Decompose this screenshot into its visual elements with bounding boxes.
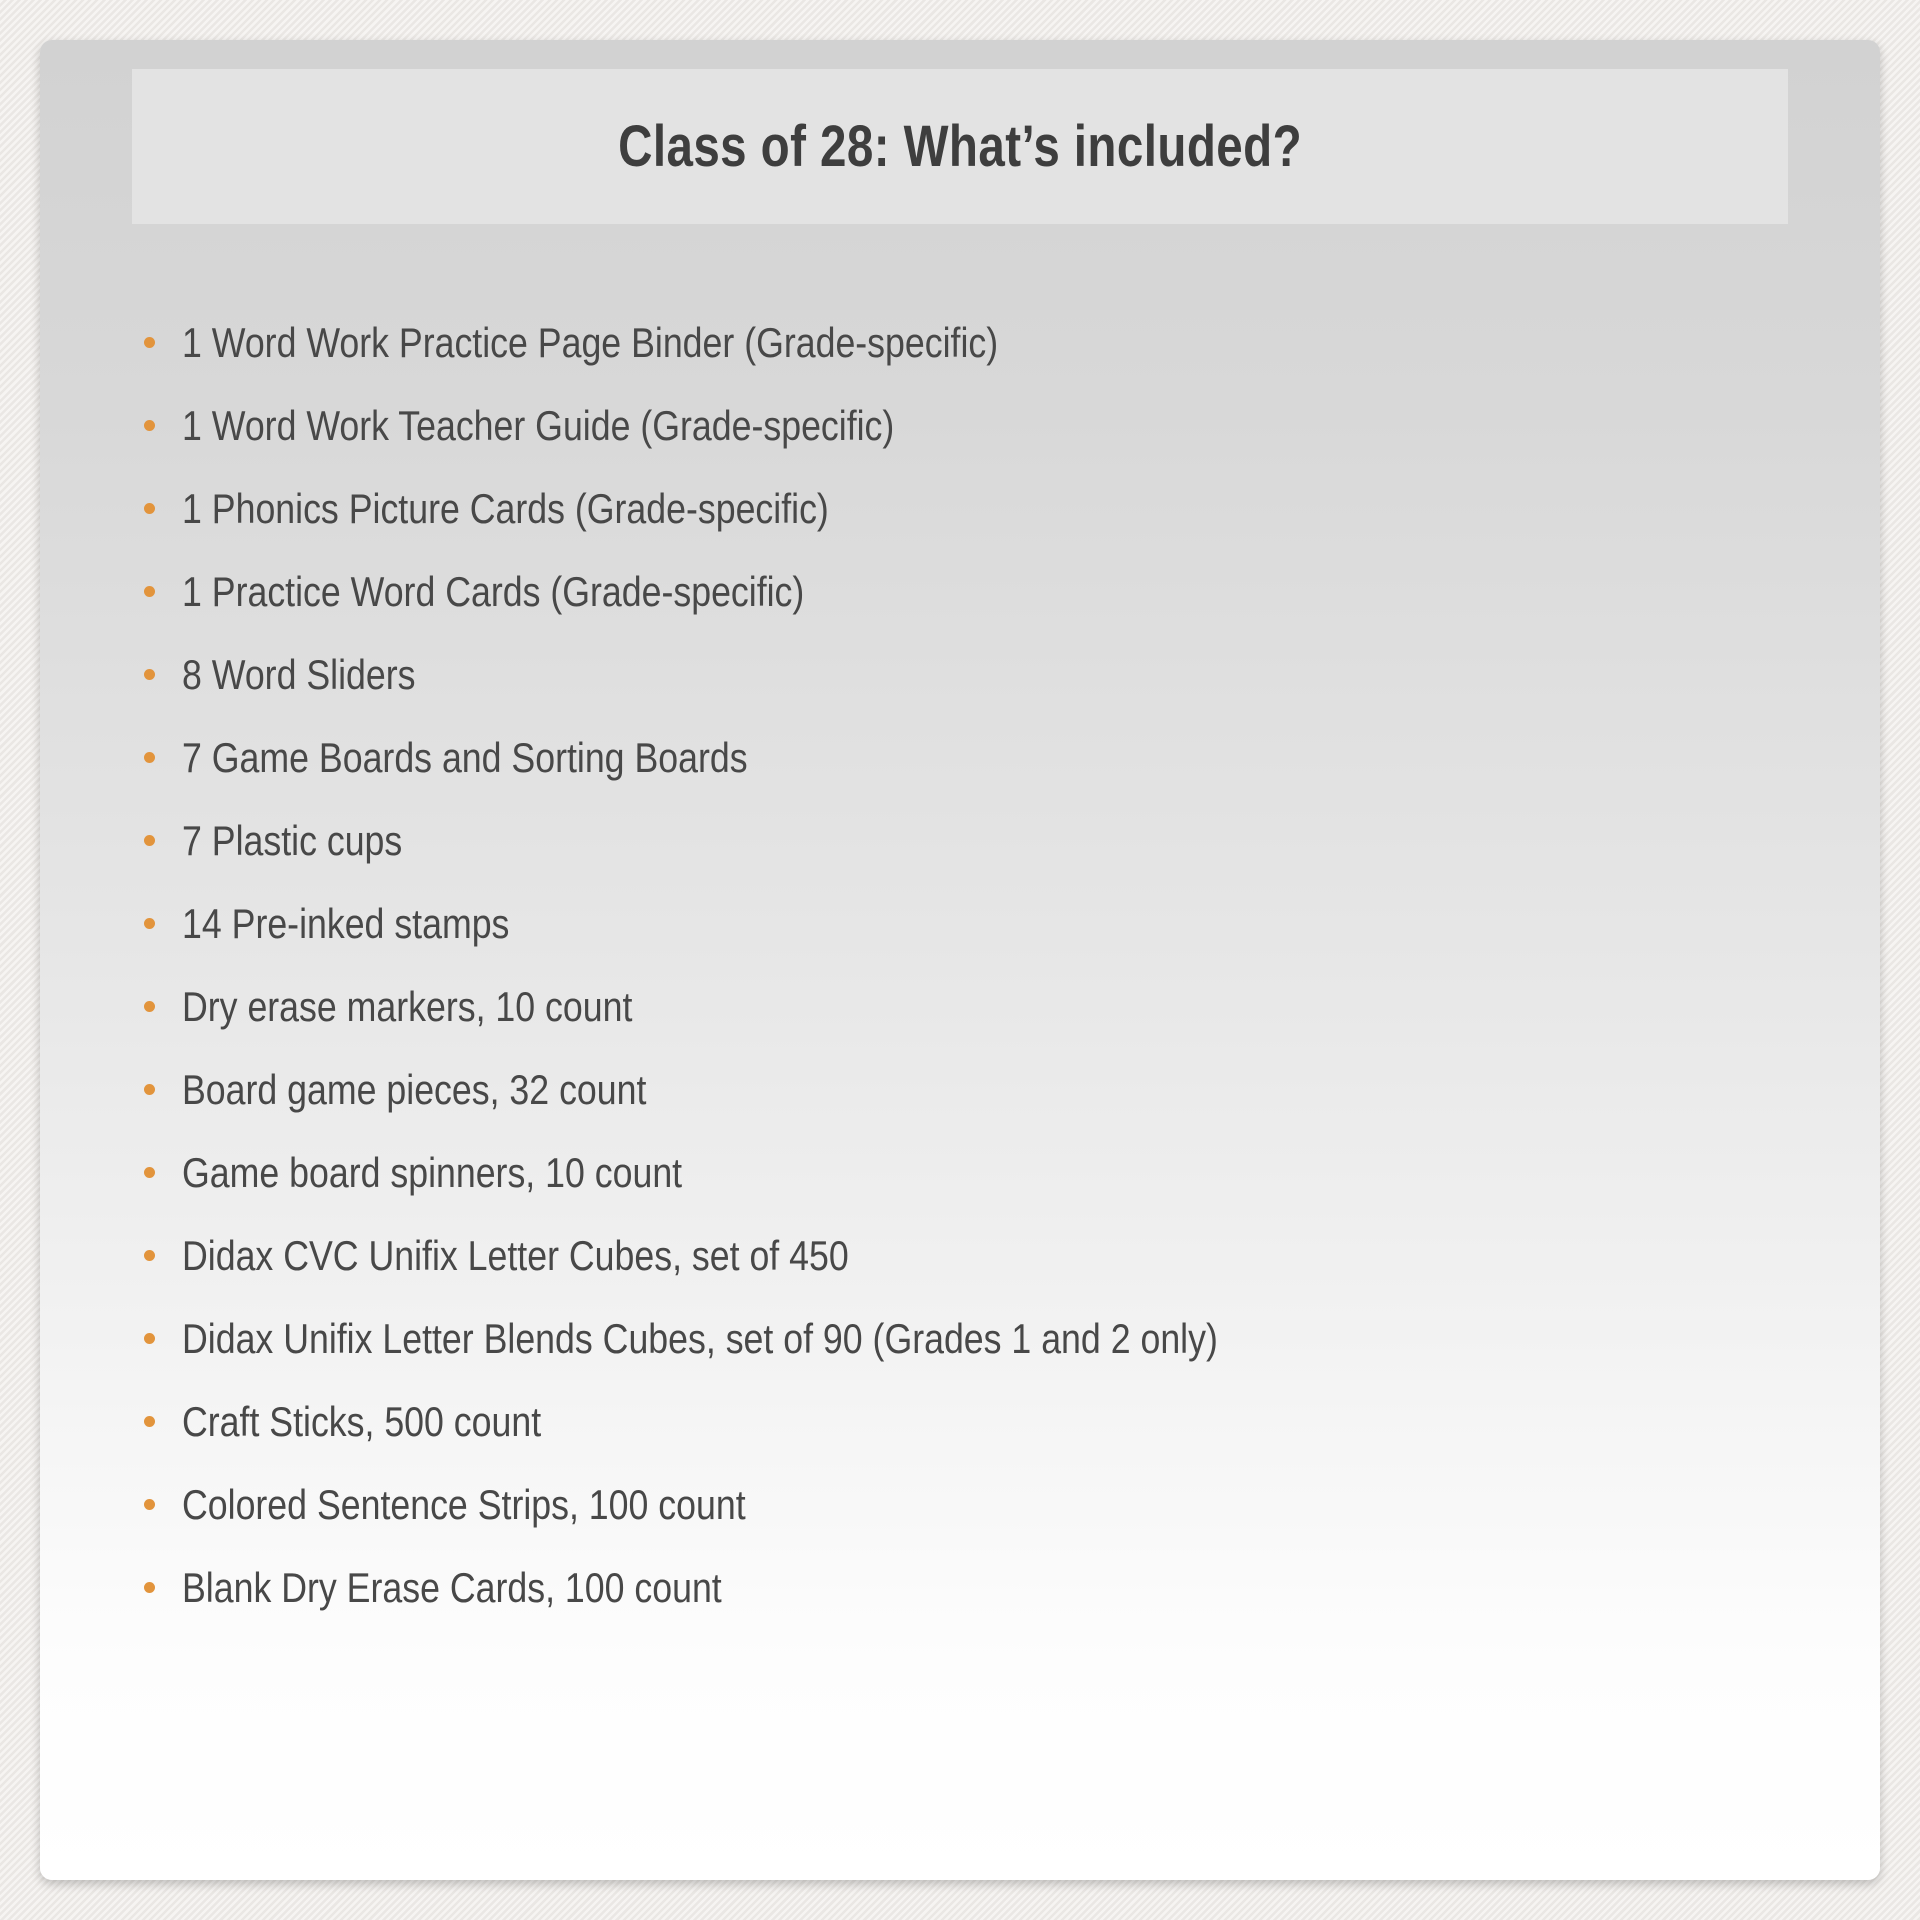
list-item-text: 7 Game Boards and Sorting Boards [182,734,748,781]
list-item-text: 8 Word Sliders [182,651,416,698]
list-item-text: Blank Dry Erase Cards, 100 count [182,1564,722,1611]
slide-card [40,40,1880,1880]
list-item-text: 1 Practice Word Cards (Grade-specific) [182,568,805,615]
list-item-text: Didax CVC Unifix Letter Cubes, set of 450 [182,1232,849,1279]
list-item [182,384,1401,467]
list-item [182,301,1401,384]
list-item-text: Craft Sticks, 500 count [182,1398,542,1445]
list-item-text: Dry erase markers, 10 count [182,983,633,1030]
list-item [182,882,1401,965]
list-item [182,965,1401,1048]
list-item [182,1131,1401,1214]
list-item-text: Colored Sentence Strips, 100 count [182,1481,746,1528]
included-items-list [182,301,1401,1629]
list-item [182,799,1401,882]
list-item [182,633,1401,716]
list-item [182,550,1401,633]
list-item-text: Game board spinners, 10 count [182,1149,683,1196]
list-item [182,1297,1401,1380]
list-item [182,1214,1401,1297]
slide-title: Class of 28: What’s included? [617,114,1303,179]
list-item [182,1380,1401,1463]
list-item-text: 1 Phonics Picture Cards (Grade-specific) [182,485,829,532]
list-item-text: Didax Unifix Letter Blends Cubes, set of 90 (Grades 1 and 2 only) [182,1315,1218,1362]
list-item-text: 1 Word Work Teacher Guide (Grade-specific) [182,402,895,449]
list-item-text: 14 Pre-inked stamps [182,900,510,947]
list-item-text: Board game pieces, 32 count [182,1066,647,1113]
list-item [182,1048,1401,1131]
list-item [182,1546,1401,1629]
list-item [182,1463,1401,1546]
list-item-text: 1 Word Work Practice Page Binder (Grade-specific) [182,319,999,366]
title-banner [132,69,1788,224]
list-item [182,467,1401,550]
list-item [182,716,1401,799]
list-item-text: 7 Plastic cups [182,817,403,864]
